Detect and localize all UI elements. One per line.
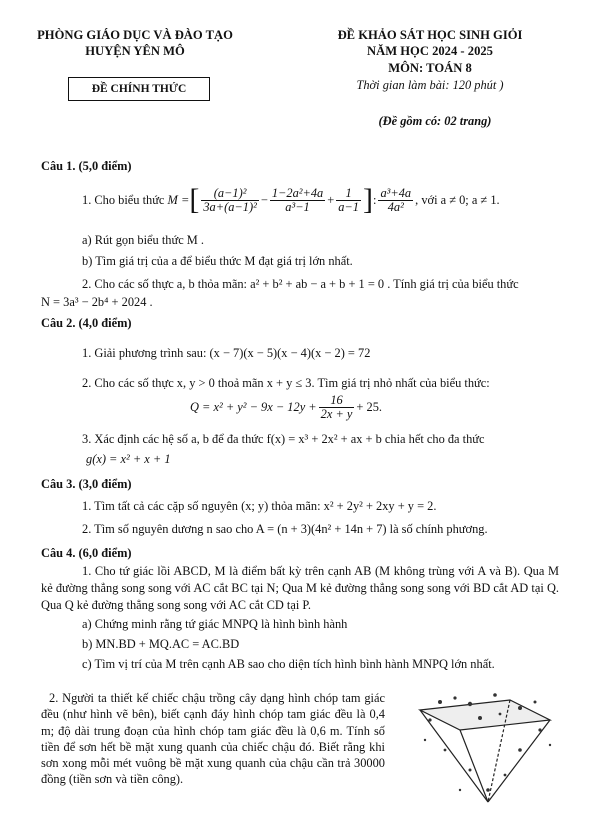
pages-note: (Đề gồm có: 02 trang) [378,114,492,128]
q4-title: Câu 4. (6,0 điểm) [41,546,132,560]
q1-expression [82,178,500,222]
q1-fraction-4 [378,187,413,214]
q4-part-c: c) Tìm vị trí của M trên cạnh AB sao cho diện tích hình bình hành MNPQ lớn nhất. [82,657,495,671]
q1-item2-line2: N = 3a³ − 2b⁴ + 2024 . [41,295,153,309]
q1-title: Câu 1. (5,0 điểm) [41,159,132,173]
q2-Q-num: 16 [319,394,355,408]
right-bracket: ] [363,183,373,216]
q1-f2-num: 1−2a²+4a [271,185,324,200]
q1-f1-den: 3a+(a−1)² [203,199,257,214]
department-name: PHÒNG GIÁO DỤC VÀ ĐÀO TẠO [37,28,233,42]
official-exam-box: ĐỀ CHÍNH THỨC [68,77,210,101]
q1-f1-num: (a−1)² [201,187,258,201]
q3-title: Câu 3. (3,0 điểm) [41,477,132,491]
q1-f4-den: 4a² [387,199,404,214]
q1-f4-num: a³+4a [380,185,412,200]
left-bracket: [ [189,183,200,216]
q1-fraction-3 [336,187,361,214]
q1-fraction-2 [270,187,325,214]
q4-part-a: a) Chứng minh rằng tứ giác MNPQ là hình bình hành [82,617,348,631]
pyramid-planter-image [400,690,570,810]
subject: MÔN: TOÁN 8 [388,61,472,75]
district-name: HUYỆN YÊN MÔ [85,44,185,58]
q2-item3-g: g(x) = x² + x + 1 [86,452,171,466]
q1-item2-line1: 2. Cho các số thực a, b thỏa mãn: a² + b² + ab − a + b + 1 = 0 . Tính giá trị của biểu thức [82,277,519,291]
exam-title: ĐỀ KHẢO SÁT HỌC SINH GIỎI [337,28,523,42]
q4-item2-text: 2. Người ta thiết kế chiếc chậu trồng cây dạng hình chóp tam giác đều (như hình vẽ bên), biết cạnh đáy hình chóp tam giác đều là 0,4 m; độ dài trung đoạn của hình chóp tam giác đều là 0,6 m. Tính số tiền để sơn hết bề mặt xung quanh của chiếc chậu đó. Biết rằng khi sơn xong mỗi mét vuông bề mặt xung quanh của chậu cần trả 30000 đồng (tiền sơn và tiền công). [41,691,385,787]
q1-part-a: a) Rút gọn biểu thức M . [82,233,205,247]
q1-M-label: M = [167,192,190,207]
q2-Q-expression [190,390,382,424]
q2-item3: 3. Xác định các hệ số a, b để đa thức f(x) = x³ + 2x² + ax + b chia hết cho đa thức [82,432,485,446]
q1-colon: : [373,192,377,207]
q1-f2-den: a³−1 [285,199,310,214]
q2-item2: 2. Cho các số thực x, y > 0 thoả mãn x + y ≤ 3. Tìm giá trị nhỏ nhất của biểu thức: [82,376,490,390]
q2-Q-fraction [319,394,355,421]
q1-condition: , với a ≠ 0; a ≠ 1. [415,192,500,207]
q2-Q-left: Q = x² + y² − 9x − 12y + [190,399,317,414]
q1-fraction-1 [201,187,258,214]
q3-item1: 1. Tìm tất cả các cặp số nguyên (x; y) thỏa mãn: x² + 2y² + 2xy + y = 2. [82,499,437,513]
q1-f3-den: a−1 [338,199,359,214]
time-note: Thời gian làm bài: 120 phút ) [356,78,504,92]
q1-f3-num: 1 [336,187,361,201]
q4-item1-text: 1. Cho tứ giác lồi ABCD, M là điểm bất kỳ trên cạnh AB (M không trùng với A và B). Qua M kẻ đường thẳng song song với AC cắt BC tại N; Qua M kẻ đường thẳng song song với BD cắt AD tại Q. Qua Q kẻ đường thẳng song song với AC cắt CD tại P. [41,564,559,612]
q2-title: Câu 2. (4,0 điểm) [41,316,132,330]
q1-item1-prefix: 1. Cho biểu thức [82,192,165,207]
q1-plus: + [327,192,335,207]
q3-item2: 2. Tìm số nguyên dương n sao cho A = (n + 3)(4n² + 14n + 7) là số chính phương. [82,522,488,536]
q2-item1: 1. Giải phương trình sau: (x − 7)(x − 5)(x − 4)(x − 2) = 72 [82,346,371,360]
q2-Q-right: + 25. [356,399,382,414]
q4-part-b: b) MN.BD + MQ.AC = AC.BD [82,637,240,651]
school-year: NĂM HỌC 2024 - 2025 [367,44,493,58]
q2-Q-den: 2x + y [320,406,353,421]
q1-minus: − [260,192,268,207]
q1-part-b: b) Tìm giá trị của a để biểu thức M đạt giá trị lớn nhất. [82,254,353,268]
